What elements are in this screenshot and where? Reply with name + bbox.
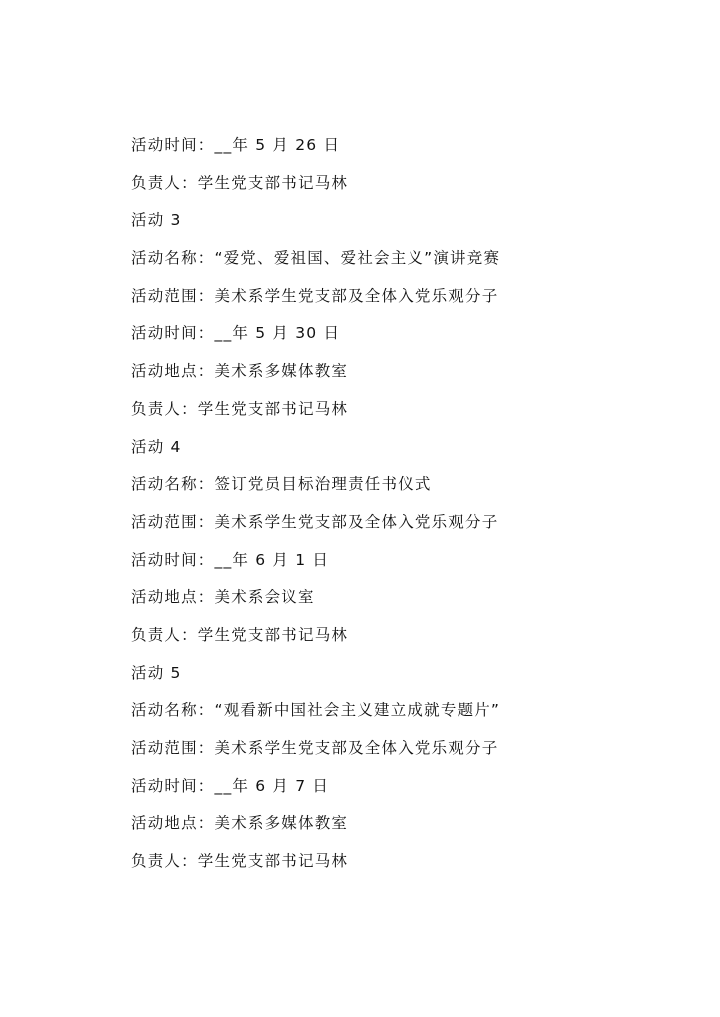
text-line-location: 活动地点：美术系多媒体教室 bbox=[131, 362, 349, 381]
text-line-name: 活动名称：签订党员目标治理责任书仪式 bbox=[131, 475, 432, 494]
text-line-name: 活动名称：“爱党、爱祖国、爱社会主义”演讲竞赛 bbox=[131, 249, 501, 268]
text-line-time: 活动时间：__年 5 月 26 日 bbox=[131, 136, 341, 154]
text-line-scope: 活动范围：美术系学生党支部及全体入党乐观分子 bbox=[131, 512, 499, 531]
text-line-responsible: 负责人：学生党支部书记马林 bbox=[131, 625, 349, 644]
text-line-responsible: 负责人：学生党支部书记马林 bbox=[131, 852, 349, 871]
text-line-time: 活动时间：__年 6 月 7 日 bbox=[131, 776, 330, 795]
activity-heading-5: 活动 5 bbox=[131, 663, 182, 682]
text-line-location: 活动地点：美术系会议室 bbox=[131, 588, 315, 607]
text-line-location: 活动地点：美术系多媒体教室 bbox=[131, 814, 349, 833]
activity-heading-4: 活动 4 bbox=[131, 437, 182, 456]
text-line-scope: 活动范围：美术系学生党支部及全体入党乐观分子 bbox=[131, 739, 499, 757]
text-line-responsible: 负责人：学生党支部书记马林 bbox=[131, 399, 349, 418]
activity-heading-3: 活动 3 bbox=[131, 211, 182, 230]
text-line-time: 活动时间：__年 5 月 30 日 bbox=[131, 324, 341, 343]
text-line-responsible: 负责人：学生党支部书记马林 bbox=[131, 173, 349, 192]
text-line-time: 活动时间：__年 6 月 1 日 bbox=[131, 550, 330, 569]
document-body bbox=[131, 134, 691, 888]
text-line-scope: 活动范围：美术系学生党支部及全体入党乐观分子 bbox=[131, 286, 499, 305]
text-line-name: 活动名称：“观看新中国社会主义建立成就专题片” bbox=[131, 701, 501, 720]
